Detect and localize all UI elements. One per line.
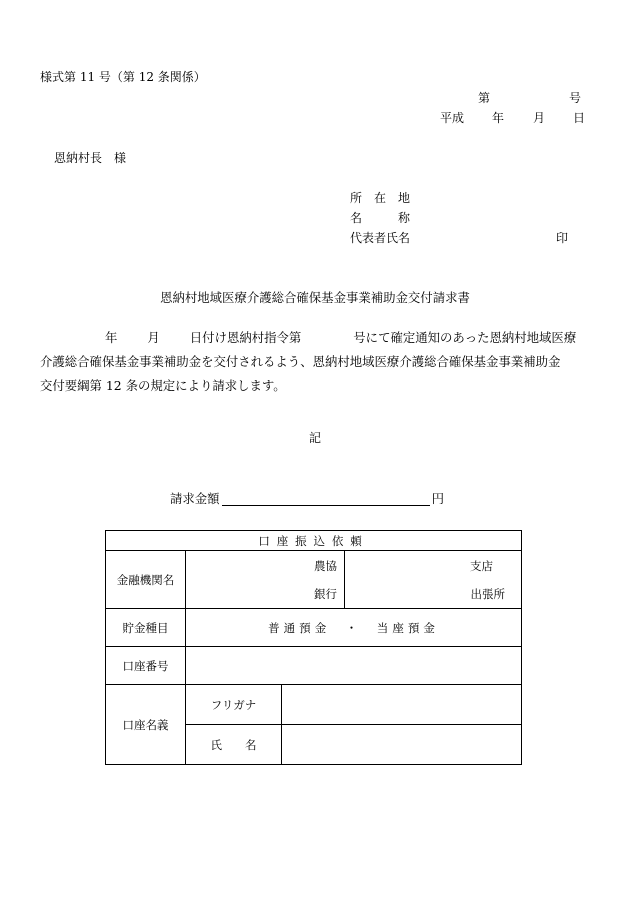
amount-unit: 円 xyxy=(431,491,444,506)
deposit-type-options[interactable]: 普通預金 ・ 当座預金 xyxy=(186,609,522,647)
account-holder-label: 口座名義 xyxy=(106,685,186,765)
seal-mark: 印 xyxy=(556,231,569,245)
bank-table-header: 口座振込依頼 xyxy=(106,531,522,551)
doc-number-dai: 第 xyxy=(478,91,491,105)
branch-name-cell[interactable] xyxy=(345,551,522,609)
furigana-cell[interactable] xyxy=(282,685,522,725)
addressee: 恩納村長 様 xyxy=(54,151,127,165)
ginko-label: 銀行 xyxy=(314,587,337,601)
deposit-type-label: 貯金種目 xyxy=(106,609,186,647)
bank-transfer-table xyxy=(105,530,522,765)
nokyo-label: 農協 xyxy=(314,559,337,573)
shiten-label: 支店 xyxy=(470,559,494,573)
date-year: 年 xyxy=(492,111,505,125)
name-label: 名 称 xyxy=(350,211,411,225)
date-era: 平成 xyxy=(440,111,465,125)
institution-label: 金融機関名 xyxy=(106,551,186,609)
date-day: 日 xyxy=(573,111,586,125)
amount-row xyxy=(170,492,444,506)
account-number-label: 口座番号 xyxy=(106,647,186,685)
body-line1-b: 号にて確定通知のあった恩納村地域医療 xyxy=(353,330,577,345)
furigana-label: フリガナ xyxy=(186,685,282,725)
body-line1-a: 日付け恩納村指令第 xyxy=(189,330,302,345)
doc-number-go: 号 xyxy=(569,91,582,105)
holder-name-label: 氏 名 xyxy=(186,725,282,765)
shutchojo-label: 出張所 xyxy=(470,587,506,601)
address-label: 所 在 地 xyxy=(350,191,411,205)
institution-name-cell[interactable] xyxy=(186,551,345,609)
ki-mark: 記 xyxy=(308,431,321,445)
account-number-cell[interactable] xyxy=(186,647,522,685)
body-year: 年 xyxy=(105,330,118,345)
representative-label: 代表者氏名 xyxy=(350,231,411,245)
amount-input-line[interactable] xyxy=(222,492,430,506)
body-paragraph xyxy=(40,326,600,398)
body-month: 月 xyxy=(147,330,160,345)
holder-name-cell[interactable] xyxy=(282,725,522,765)
form-number: 様式第 11 号（第 12 条関係） xyxy=(40,70,206,84)
date-month: 月 xyxy=(533,111,546,125)
document-title: 恩納村地域医療介護総合確保基金事業補助金交付請求書 xyxy=(160,290,470,305)
body-line2: 介護総合確保基金事業補助金を交付されるよう、恩納村地域医療介護総合確保基金事業補助金 xyxy=(40,354,561,369)
body-line3: 交付要綱第 12 条の規定により請求します。 xyxy=(40,378,286,393)
amount-label: 請求金額 xyxy=(170,491,220,506)
